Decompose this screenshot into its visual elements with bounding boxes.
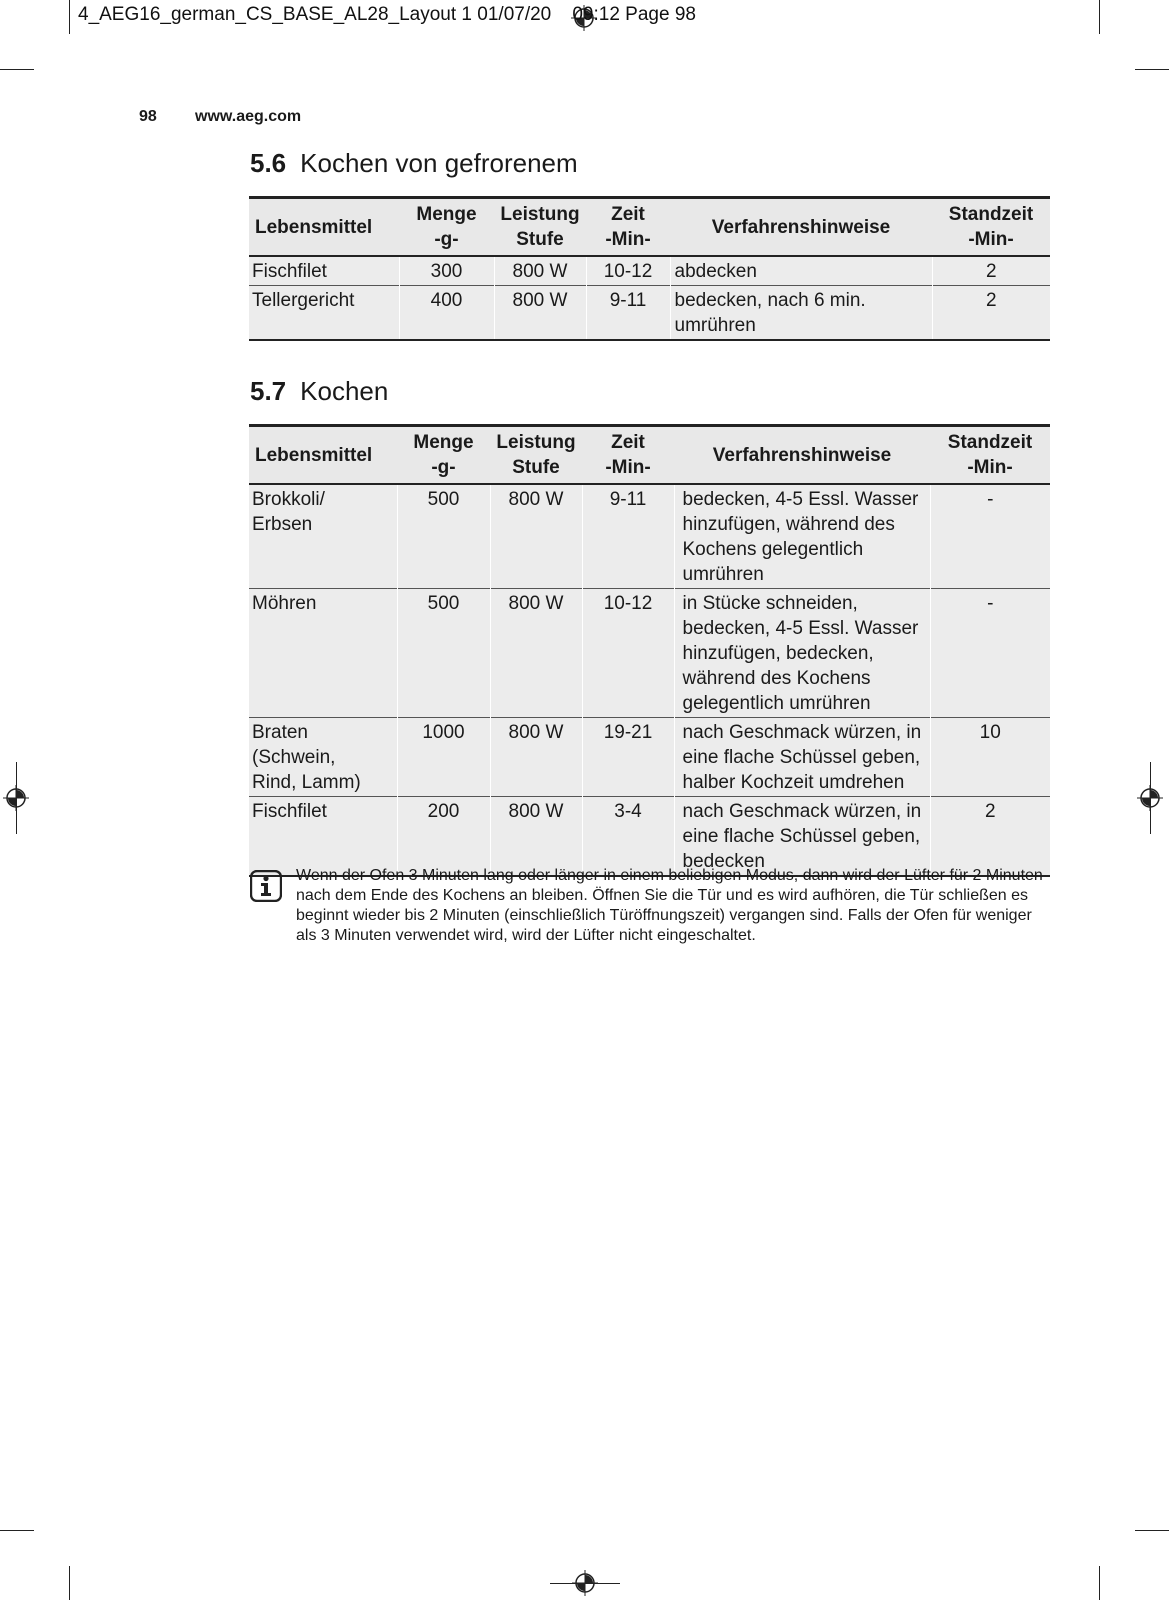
column-header: Leistung Stufe [494,198,586,257]
table-cell: Braten (Schwein, Rind, Lamm) [249,718,397,797]
column-header: Menge -g- [397,426,490,485]
table-row [249,718,1050,797]
crop-mark [1135,69,1169,70]
table-cell: nach Geschmack würzen, in eine flache Schüssel geben, halber Kochzeit umdrehen [674,718,930,797]
table-cell: 19-21 [582,718,674,797]
table-cell: in Stücke schneiden, bedecken, 4-5 Essl. Wasser hinzufügen, bedecken, während des Kochens gelegentlich umrühren [674,589,930,718]
table-cell: Brokkoli/ Erbsen [249,484,397,589]
table-cell: 10 [930,718,1050,797]
table-cell: Möhren [249,589,397,718]
column-header: Standzeit -Min- [930,426,1050,485]
section-title: Kochen [300,376,389,406]
table-cell: 2 [930,797,1050,877]
table-cell: bedecken, 4-5 Essl. Wasser hinzufügen, während des Kochens gelegentlich umrühren [674,484,930,589]
table-cell: Fischfilet [249,256,399,286]
table-row [249,484,1050,589]
table-cell: - [930,589,1050,718]
table-cell: 10-12 [582,589,674,718]
crop-mark [69,1566,70,1600]
column-header: Verfahrenshinweise [674,426,930,485]
table-row [249,589,1050,718]
table-cell: 9-11 [586,286,670,341]
crop-mark [1099,0,1100,34]
page-number: 98 [139,108,157,125]
table-cell: nach Geschmack würzen, in eine flache Schüssel geben, bedecken [674,797,930,877]
section-heading [250,376,388,407]
registration-target-icon [572,1570,598,1596]
table-cell: 400 [399,286,494,341]
table-cell: - [930,484,1050,589]
column-header: Zeit -Min- [586,198,670,257]
section-heading [250,148,578,179]
table-row [249,797,1050,877]
print-slug: 4_AEG16_german_CS_BASE_AL28_Layout 1 01/07/20 09:12 Page 98 [78,4,696,25]
table-cell: 2 [932,256,1050,286]
info-note: Wenn der Ofen 3 Minuten lang oder länger in einem beliebigen Modus, dann wird der Lüfter für 2 Minuten nach dem Ende des Kochens an bleiben. Öffnen Sie die Tür und es wird aufhören, die Tür schließen es beginnt wieder bis 2 Minuten (einschließlich Türöffnungszeit) vergangen sind. Falls der Ofen für weniger als 3 Minuten verwendet wird, wird der Lüfter nicht eingeschaltet. [296,867,1043,944]
table-row [249,256,1050,286]
table-header-row [249,198,1050,257]
section-number: 5.7 [250,376,287,406]
registration-target-icon [3,785,29,811]
column-header: Lebensmittel [249,426,397,485]
table-cell: 500 [397,589,490,718]
table-header-row [249,426,1050,485]
table-row [249,286,1050,341]
website-url: www.aeg.com [195,108,302,125]
crop-mark [1099,1566,1100,1600]
crop-mark [69,0,70,34]
table-cell: 300 [399,256,494,286]
column-header: Leistung Stufe [490,426,582,485]
cooking-table [249,424,1050,877]
table-cell: bedecken, nach 6 min. umrühren [670,286,932,341]
crop-mark [0,69,34,70]
table-cell: 800 W [490,589,582,718]
column-header: Verfahrenshinweise [670,198,932,257]
table-cell: Fischfilet [249,797,397,877]
table-cell: 9-11 [582,484,674,589]
column-header: Zeit -Min- [582,426,674,485]
crop-mark [0,1530,34,1531]
section-number: 5.6 [250,148,287,178]
table-cell: 800 W [494,286,586,341]
table-cell: 500 [397,484,490,589]
table-cell: 3-4 [582,797,674,877]
table-cell: 800 W [494,256,586,286]
crop-mark [1135,1530,1169,1531]
table-cell: 800 W [490,797,582,877]
column-header: Lebensmittel [249,198,399,257]
table-cell: 800 W [490,718,582,797]
table-cell: 800 W [490,484,582,589]
column-header: Standzeit -Min- [932,198,1050,257]
info-icon [250,870,282,902]
section-title: Kochen von gefrorenem [300,148,578,178]
frozen-cooking-table [249,196,1050,341]
registration-target-icon [1137,785,1163,811]
column-header: Menge -g- [399,198,494,257]
table-cell: 2 [932,286,1050,341]
table-cell: 200 [397,797,490,877]
table-cell: Tellergericht [249,286,399,341]
table-cell: 1000 [397,718,490,797]
table-cell: 10-12 [586,256,670,286]
table-cell: abdecken [670,256,932,286]
